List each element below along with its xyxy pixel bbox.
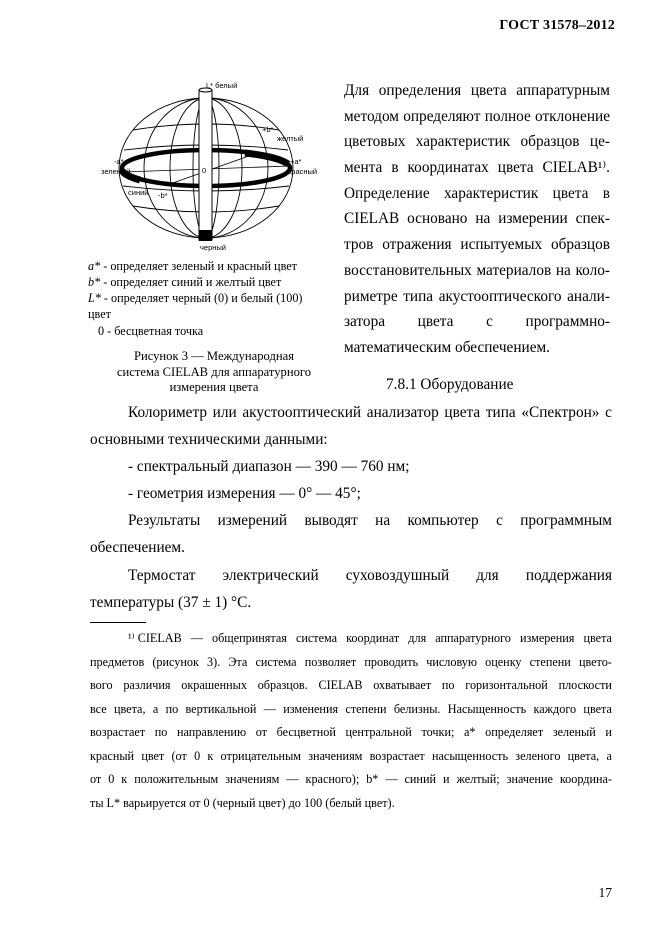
footnote-line: ¹⁾ CIELAB — общепринятая система координат для аппаратурного измерения цвета — [128, 631, 612, 645]
right-column-paragraph — [344, 78, 610, 361]
right-column-line: Для определения цвета аппаратурным — [344, 82, 610, 99]
page-number: 17 — [598, 885, 612, 900]
body-line: - геометрия измерения — 0° — 45°; — [128, 485, 361, 502]
label-zero: 0 — [202, 166, 207, 175]
right-column-line: математическим обеспечением. — [344, 338, 550, 356]
legend-line: L* - определяет черный (0) и белый (100) — [88, 291, 303, 305]
footnote-line: ты L* варьируется от 0 (черный цвет) до 100 (белый цвет). — [90, 795, 395, 810]
footnote-divider — [90, 622, 146, 623]
label-plus-b: +b* — [262, 125, 274, 134]
right-column-line: тров отражения испытуемых образцов — [344, 236, 610, 254]
body-line: Колориметр или акустооптический анализатор цвета типа «Спектрон» с — [128, 404, 612, 421]
figure-caption: Рисунок 3 — Международная система CIELAB для аппаратурного измерения цвета — [116, 349, 312, 394]
label-red: красный — [288, 167, 318, 176]
right-column-line: восстановительных материалов на коло- — [344, 261, 610, 279]
right-column-line: методом определяют полное отклонение — [344, 107, 610, 125]
body-line: Результаты измерений выводят на компьютер с программным — [128, 512, 612, 529]
footnote-line: красный цвет (от 0 к отрицательным значениям возрастает насыщенность зеленого цвета, а — [90, 748, 612, 763]
right-column-line: затора цвета с программно- — [344, 313, 610, 331]
label-blue: синий — [128, 188, 149, 197]
right-column-line: мента в координатах цвета CIELAB¹⁾. — [344, 159, 610, 177]
body-line: Термостат электрический суховоздушный для поддержания — [128, 567, 612, 584]
footnote-line: предметов (рисунок 3). Эта система позволяет проводить числовую оценку степени цвето- — [90, 654, 612, 669]
label-minus-a: -a* — [114, 157, 124, 166]
body-line: обеспечением. — [90, 539, 185, 556]
label-green: зеленый — [101, 167, 131, 176]
legend-line: a* - определяет зеленый и красный цвет — [88, 259, 297, 273]
body-line: температуры (37 ± 1) °С. — [90, 594, 252, 611]
document-standard-header: ГОСТ 31578–2012 — [499, 18, 615, 33]
lightness-axis-cylinder — [199, 90, 212, 240]
right-column-line: цветовых характеристик образцов це- — [344, 133, 610, 151]
footnote-line: все цвета, а по вертикальной — изменения степени белизны. Насыщенность каждого цвета — [90, 701, 612, 716]
cielab-sphere-diagram — [100, 80, 330, 252]
legend-line: цвет — [88, 307, 111, 321]
right-column-line: риметре типа акустооптического анали- — [344, 287, 610, 305]
right-column-line: CIELAB основано на измерении спек- — [344, 210, 610, 228]
legend-line: b* - определяет синий и желтый цвет — [88, 275, 282, 289]
label-plus-a: +a* — [290, 157, 302, 166]
body-line: основными техническими данными: — [90, 431, 328, 448]
footnote — [90, 631, 612, 821]
body-text — [90, 404, 612, 614]
right-column-line: Определение характеристик цвета в — [344, 184, 610, 202]
label-black: черный — [200, 243, 226, 252]
label-minus-b: -b* — [158, 191, 168, 200]
label-l-white: L* белый — [206, 81, 238, 90]
footnote-line: от 0 к положительным значениям — красного); b* — синий и желтый; значение координа- — [90, 772, 612, 786]
section-heading: 7.8.1 Оборудование — [386, 376, 514, 393]
label-yellow: желтый — [277, 134, 304, 143]
body-line: - спектральный диапазон — 390 — 760 нм; — [128, 458, 410, 475]
legend-line: 0 - бесцветная точка — [98, 324, 204, 338]
footnote-line: возрастает по направлению от бесцветной центральной точки; a* определяет зеленый и — [90, 725, 612, 739]
footnote-line: вого различия окрашенных образцов. CIELAB охватывает по горизонтальной плоскости — [90, 678, 612, 692]
